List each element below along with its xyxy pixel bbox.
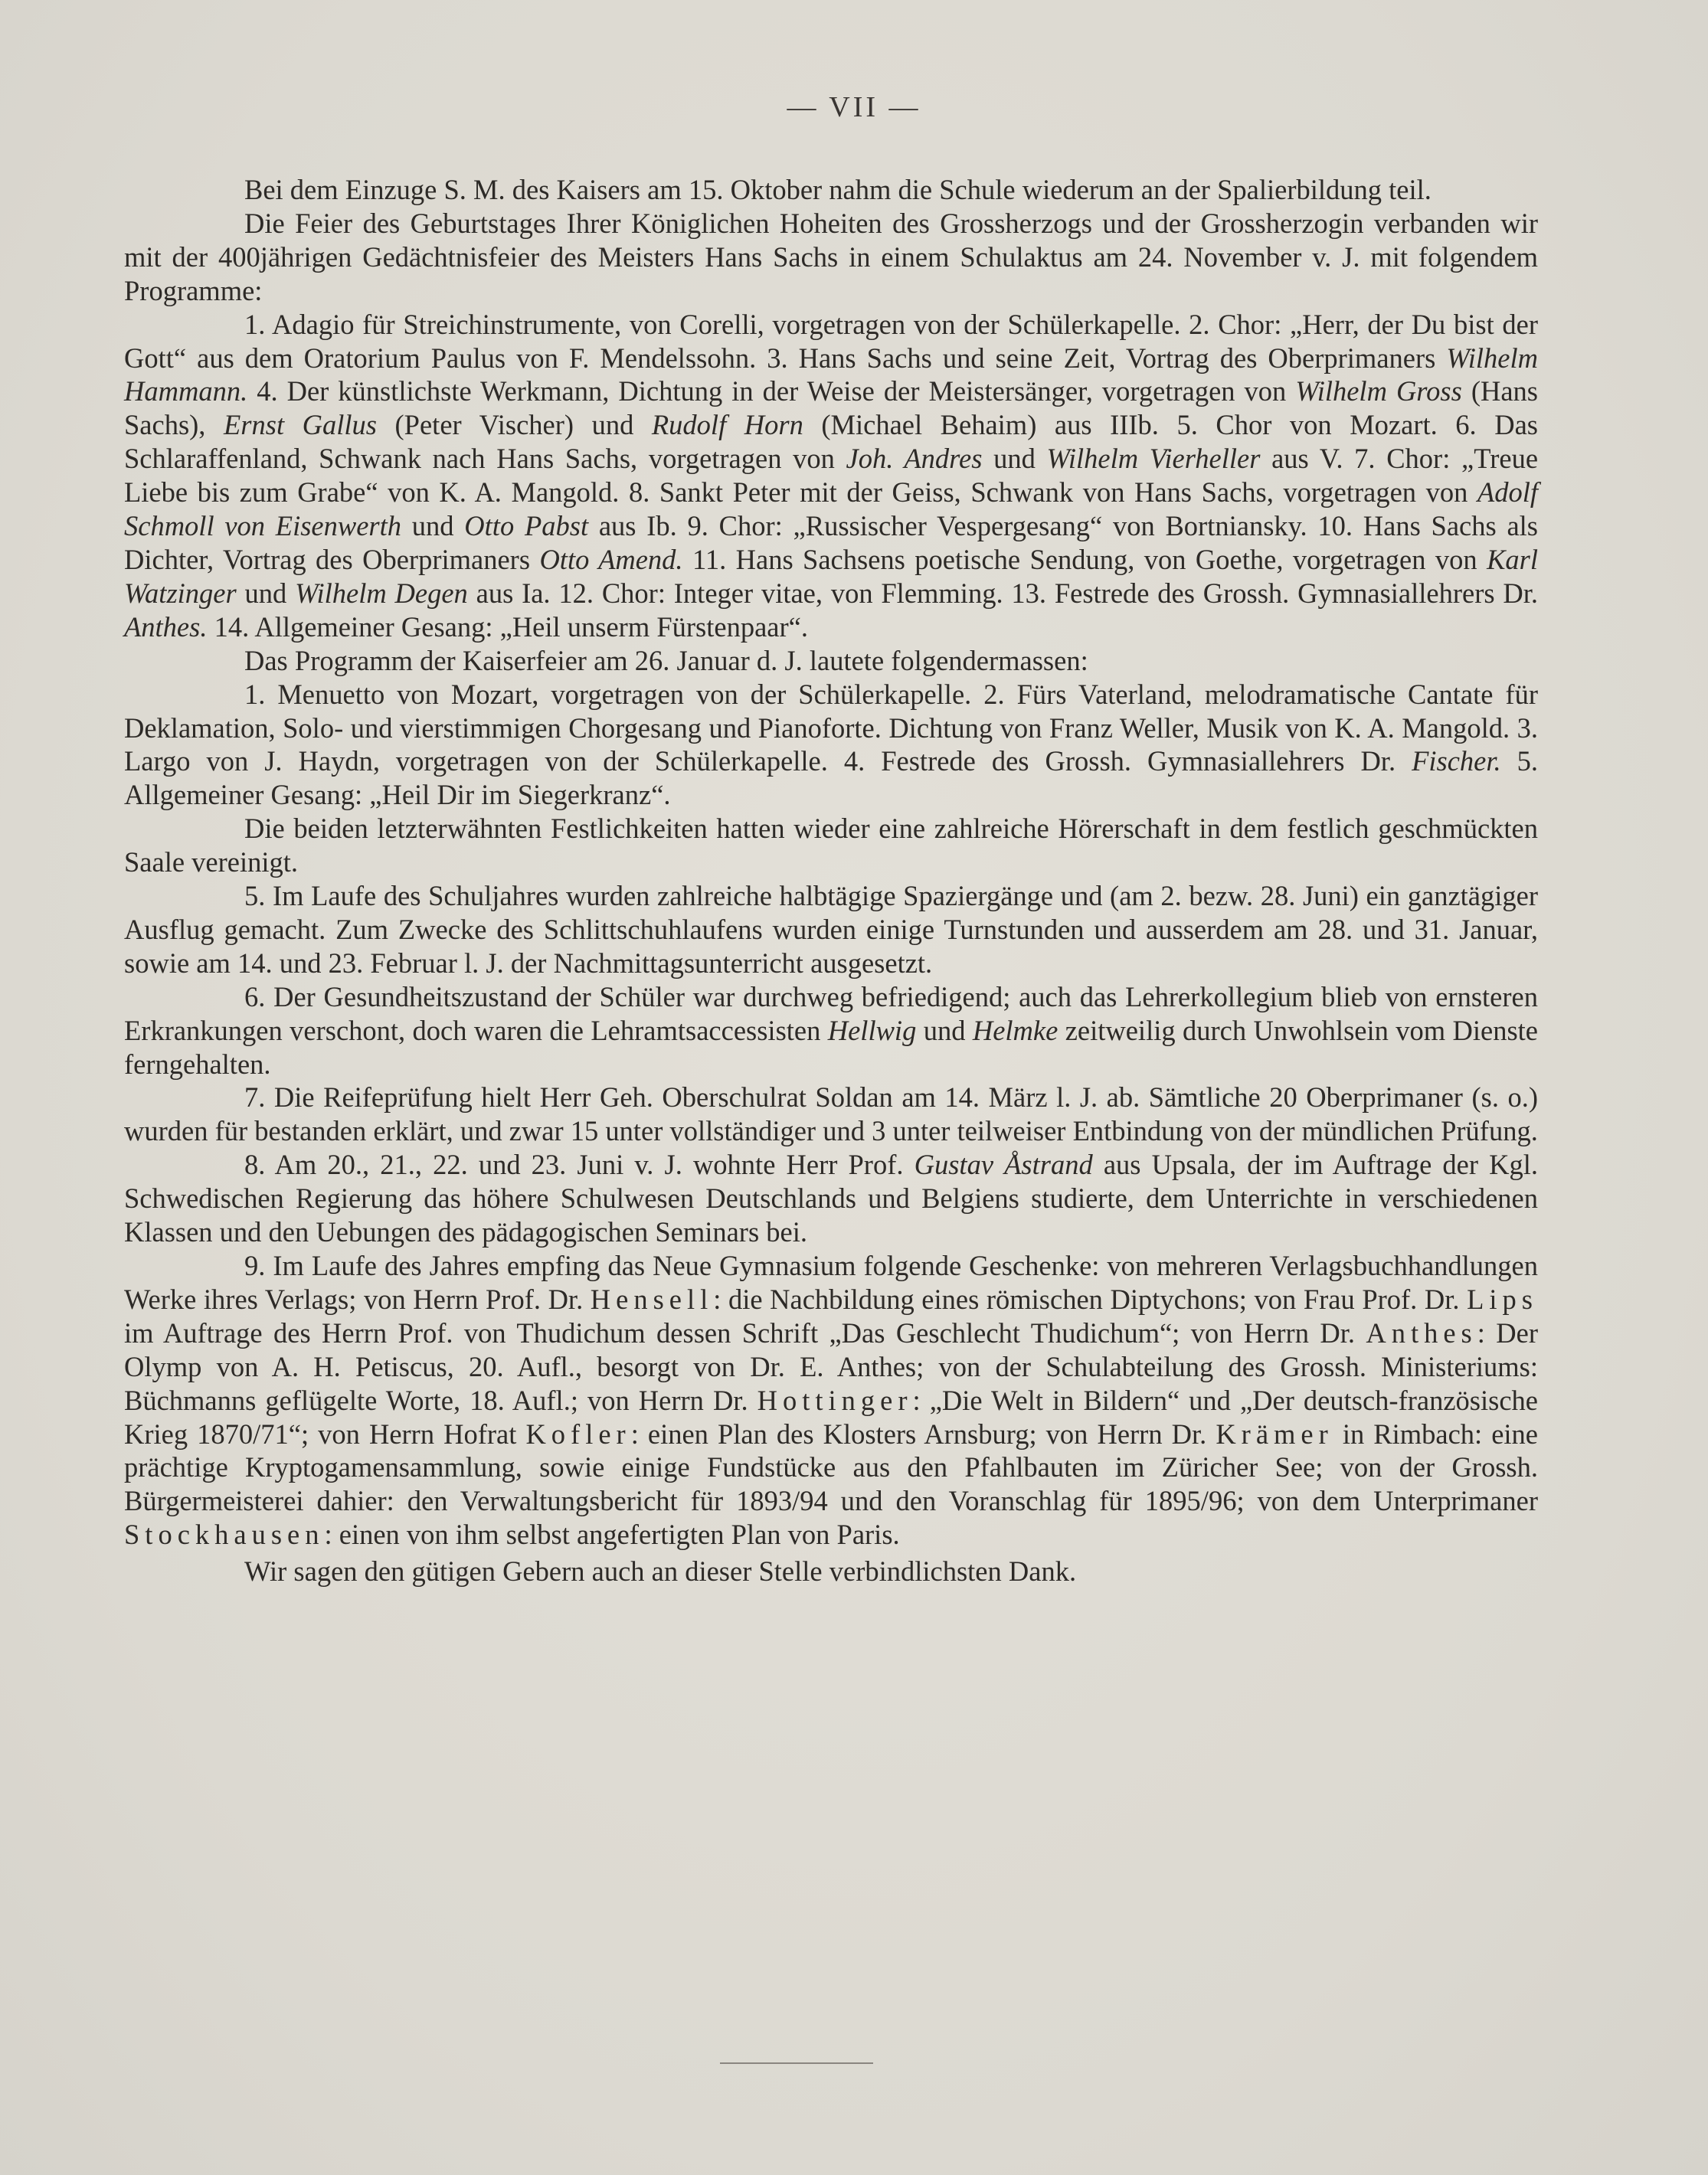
paragraph-geburtstag-feier: Die Feier des Geburtstages Ihrer Königlichen Hoheiten des Grossherzogs und der Grossherzogin verbanden wir mit der 400jährigen Gedächtnisfeier des Meisters Hans Sachs in einem Schulaktus am 24. November v. J. mit folgendem Programme: xyxy=(124,207,1538,306)
text-segment: und xyxy=(916,1014,973,1046)
paragraph-dank: Wir sagen den gütigen Gebern auch an dieser Stelle verbindlichsten Dank. xyxy=(244,1555,1077,1588)
page-number: — VII — xyxy=(787,91,921,123)
person-name: Otto Pabst xyxy=(464,510,589,542)
text-segment: 4. Der künstlichste Werkmann, Dichtung in der Weise der Meistersänger, vorgetragen von xyxy=(247,375,1296,407)
text-segment: 14. Allgemeiner Gesang: „Heil unserm Fürstenpaar“. xyxy=(207,610,808,643)
text-segment: aus V. 7. Chor: „Treue Liebe bis zum Grabe“ von K. A. Mangold. 8. Sankt Peter mit der Geiss, Schwank von Hans Sachs, vorgetragen von xyxy=(124,443,1539,509)
spaced-name: Krämer xyxy=(1216,1418,1333,1450)
person-name: Gustav Åstrand xyxy=(914,1149,1093,1181)
person-name: Hellwig xyxy=(827,1014,917,1046)
spaced-name: Anthes xyxy=(1366,1316,1477,1349)
person-name: Wilhelm Gross xyxy=(1295,375,1462,407)
person-name: Ernst Gallus xyxy=(223,409,377,441)
text-segment: und xyxy=(982,443,1047,475)
person-name: Helmke xyxy=(972,1014,1059,1046)
closing-rule xyxy=(720,2062,873,2064)
paragraph-besuch-astrand xyxy=(124,1148,1538,1249)
text-segment: aus Ia. 12. Chor: Integer vitae, von Flemming. 13. Festrede des Grossh. Gymnasiallehrers Dr. xyxy=(467,577,1539,609)
person-name: Fischer. xyxy=(1412,745,1501,777)
text-segment: 1. Menuetto von Mozart, vorgetragen von der Schülerkapelle. 2. Fürs Vaterland, melodramatische Cantate für Deklamation, Solo- und vierstimmigen Chorgesang und Pianoforte. Dichtung von Franz Weller, Musik von K. A. Mangold. 3. Largo von J. Haydn, vorgetragen von der Schülerkapelle. 4. Festrede des Grossh. Gymnasiallehrers Dr. xyxy=(124,678,1538,777)
person-name: Wilhelm Hammann. xyxy=(124,342,1538,407)
spaced-name: Hottinger xyxy=(757,1384,913,1416)
text-segment: : Der Olymp von A. H. Petiscus, 20. Aufl., besorgt von Dr. E. Anthes; von der Schulabteilung des Grossh. Ministeriums: Büchmanns geflügelte Worte, 18. Aufl.; von Herrn Dr. xyxy=(124,1316,1538,1416)
text-segment: 6. Der Gesundheitszustand der Schüler war durchweg befriedigend; auch das Lehrerkollegium blieb von ernsteren Erkrankungen verschont, doch waren die Lehramtsaccessisten xyxy=(124,980,1538,1046)
text-segment: (Hans Sachs), xyxy=(124,375,1538,441)
paragraph-geschenke xyxy=(124,1249,1538,1552)
person-name: Rudolf Horn xyxy=(651,409,803,441)
text-segment: 11. Hans Sachsens poetische Sendung, von Goethe, vorgetragen von xyxy=(682,543,1487,575)
paragraph-gesundheit xyxy=(124,980,1538,1081)
text-segment: im Auftrage des Herrn Prof. von Thudichum dessen Schrift „Das Geschlecht Thudichum“; von Herrn Dr. xyxy=(124,1316,1366,1349)
text-segment: : einen Plan des Klosters Arnsburg; von Herrn Dr. xyxy=(630,1418,1216,1450)
paragraph-festlichkeiten: Die beiden letzterwähnten Festlichkeiten hatten wieder eine zahlreiche Hörerschaft in dem festlich geschmückten Saale vereinigt. xyxy=(124,813,1538,878)
text-segment: 9. Im Laufe des Jahres empfing das Neue Gymnasium folgende Geschenke: von mehreren Verlagsbuchhandlungen Werke ihres Verlags; von Herrn Prof. Dr. xyxy=(124,1250,1538,1315)
text-segment: : „Die Welt in Bildern“ und „Der deutsch-französische Krieg 1870/71“; von Herrn Hofrat xyxy=(124,1384,1538,1450)
text-segment: aus Ib. 9. Chor: „Russischer Vespergesang“ von Bortniansky. 10. Hans Sachs als Dichter, Vortrag des Oberprimaners xyxy=(124,510,1539,575)
person-name: Wilhelm Degen xyxy=(295,577,468,609)
text-segment: in Rimbach: eine prächtige Kryptogamensammlung, sowie einige Fundstücke aus den Pfahlbauten im Züricher See; von der Grossh. Bürgermeisterei dahier: den Verwaltungsbericht für 1893/94 und den Voranschlag für 1895/96; von dem Unterprimaner xyxy=(124,1418,1539,1517)
person-name: Otto Amend. xyxy=(539,543,683,575)
text-segment: zeitweilig durch Unwohlsein vom Dienste ferngehalten. xyxy=(124,1014,1539,1080)
spaced-name: Lips xyxy=(1467,1283,1538,1315)
text-segment: : die Nachbildung eines römischen Diptychons; von Frau Prof. Dr. xyxy=(713,1283,1468,1315)
body-text xyxy=(124,173,1538,1588)
paragraph-programm-hans-sachs xyxy=(124,308,1538,644)
text-segment: (Michael Behaim) aus IIIb. 5. Chor von Mozart. 6. Das Schlaraffenland, Schwank nach Hans Sachs, vorgetragen von xyxy=(124,409,1538,475)
text-segment: 1. Adagio für Streichinstrumente, von Corelli, vorgetragen von der Schülerkapelle. 2. Chor: „Herr, der Du bist der Gott“ aus dem Oratorium Paulus von F. Mendelssohn. 3. Hans Sachs und seine Zeit, Vortrag des Oberprimaners xyxy=(124,308,1538,374)
spaced-name: Kofler xyxy=(525,1418,631,1450)
paragraph-kaiserfeier-programm xyxy=(124,678,1538,813)
person-name: Joh. Andres xyxy=(846,443,983,475)
text-segment: und xyxy=(236,577,296,609)
person-name: Karl Watzinger xyxy=(124,543,1539,609)
text-segment: (Peter Vischer) und xyxy=(376,409,652,441)
text-segment: aus Upsala, der im Auftrage der Kgl. Schwedischen Regierung das höhere Schulwesen Deutschlands und Belgiens studierte, dem Unterrichte in verschiedenen Klassen und den Uebungen des pädagogischen Seminars bei. xyxy=(124,1149,1538,1248)
paragraph-kaiserfeier-intro: Das Programm der Kaiserfeier am 26. Januar d. J. lautete folgendermassen: xyxy=(244,644,1088,676)
text-segment: : einen von ihm selbst angefertigten Plan von Paris. xyxy=(324,1519,900,1551)
paragraph-reifepruefung: 7. Die Reifeprüfung hielt Herr Geh. Oberschulrat Soldan am 14. März l. J. ab. Sämtliche 20 Oberprimaner (s. o.) wurden für bestanden erklärt, und zwar 15 unter vollständiger und 3 unter teilweiser Entbindung von der mündlichen Prüfung. xyxy=(124,1081,1538,1147)
paragraph-ausfluege: 5. Im Laufe des Schuljahres wurden zahlreiche halbtägige Spaziergänge und (am 2. bezw. 28. Juni) ein ganztägiger Ausflug gemacht. Zum Zwecke des Schlittschuhlaufens wurden einige Turnstunden und ausserdem am 28. und 31. Januar, sowie am 14. und 23. Februar l. J. der Nachmittagsunterricht ausgesetzt. xyxy=(124,880,1538,979)
spaced-name: Stockhausen xyxy=(124,1519,325,1551)
person-name: Anthes. xyxy=(124,610,208,643)
text-segment: 5. Allgemeiner Gesang: „Heil Dir im Siegerkranz“. xyxy=(124,745,1538,811)
text-segment: 8. Am 20., 21., 22. und 23. Juni v. J. wohnte Herr Prof. xyxy=(244,1149,915,1181)
person-name: Wilhelm Vierheller xyxy=(1046,443,1261,475)
text-segment: und xyxy=(401,510,465,542)
person-name: Adolf Schmoll von Eisenwerth xyxy=(124,476,1538,542)
spaced-name: Hensell xyxy=(590,1283,714,1315)
paragraph-kaiser-einzug: Bei dem Einzuge S. M. des Kaisers am 15. Oktober nahm die Schule wiederum an der Spalierbildung teil. xyxy=(244,174,1432,205)
